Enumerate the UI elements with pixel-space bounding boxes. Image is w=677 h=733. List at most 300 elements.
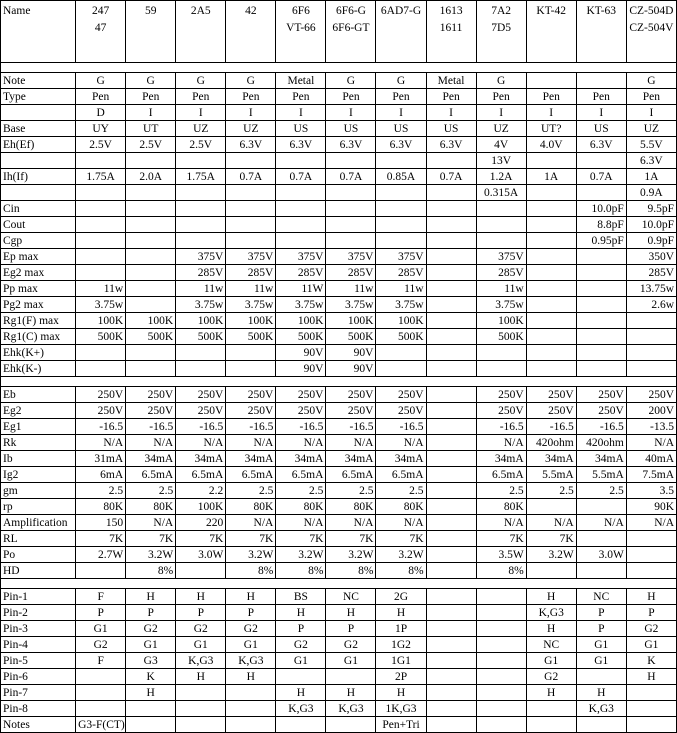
table-cell: NC: [526, 637, 576, 653]
table-cell: 4.0V: [526, 137, 576, 153]
table-cell: 7K: [376, 531, 426, 547]
table-cell: Pen: [76, 89, 126, 105]
table-cell: 7K: [126, 531, 176, 547]
table-cell: -16.5: [76, 419, 126, 435]
table-row: [1, 499, 677, 515]
table-cell: 2.5: [376, 483, 426, 499]
table-cell: K,G3: [276, 701, 326, 717]
table-cell: -13.5: [626, 419, 676, 435]
table-cell: G: [76, 73, 126, 89]
table-cell: [476, 217, 526, 233]
table-cell: [526, 153, 576, 169]
table-cell: 80K: [126, 499, 176, 515]
table-cell: [576, 185, 626, 201]
table-cell: [526, 701, 576, 717]
tube-header: [576, 1, 626, 63]
table-cell: [426, 653, 476, 669]
table-cell: [176, 185, 226, 201]
table-cell: [526, 185, 576, 201]
table-cell: I: [376, 105, 426, 121]
table-cell: [526, 345, 576, 361]
table-cell: N/A: [576, 515, 626, 531]
table-cell: [626, 313, 676, 329]
table-cell: G: [376, 73, 426, 89]
table-cell: UZ: [226, 121, 276, 137]
tube-name: 2A5: [190, 5, 211, 17]
table-cell: [476, 201, 526, 217]
table-cell: 7K: [226, 531, 276, 547]
table-cell: 8%: [376, 563, 426, 579]
row-label: Cin: [1, 201, 76, 217]
table-cell: [276, 233, 326, 249]
table-cell: US: [276, 121, 326, 137]
table-cell: K,G3: [326, 701, 376, 717]
table-cell: 1G1: [376, 653, 426, 669]
table-cell: 5.5V: [626, 137, 676, 153]
table-cell: 3.5: [626, 483, 676, 499]
row-label: Rg1(F) max: [1, 313, 76, 329]
separator-cell: [1, 63, 677, 73]
table-cell: [626, 563, 676, 579]
table-cell: [376, 201, 426, 217]
table-cell: 0.315A: [476, 185, 526, 201]
table-cell: 6.5mA: [176, 467, 226, 483]
table-cell: [576, 73, 626, 89]
table-cell: [576, 265, 626, 281]
row-label: [1, 105, 76, 121]
table-cell: I: [126, 105, 176, 121]
table-cell: H: [126, 589, 176, 605]
row-label: gm: [1, 483, 76, 499]
table-cell: N/A: [326, 515, 376, 531]
table-cell: [76, 201, 126, 217]
table-cell: [126, 249, 176, 265]
table-cell: Pen: [626, 89, 676, 105]
table-row: [1, 297, 677, 313]
table-cell: 500K: [176, 329, 226, 345]
table-cell: [376, 185, 426, 201]
tube-name: 6F6-GT: [332, 22, 370, 34]
table-cell: G: [326, 73, 376, 89]
table-cell: 2.5: [526, 483, 576, 499]
table-cell: 285V: [176, 265, 226, 281]
table-cell: 3.75w: [76, 297, 126, 313]
table-cell: -16.5: [326, 419, 376, 435]
table-cell: 100K: [176, 313, 226, 329]
table-cell: [626, 345, 676, 361]
table-cell: G1: [126, 637, 176, 653]
table-cell: G: [176, 73, 226, 89]
table-row: [1, 403, 677, 419]
table-cell: G1: [176, 637, 226, 653]
table-cell: H: [276, 605, 326, 621]
table-row: [1, 361, 677, 377]
table-cell: 3.5W: [476, 547, 526, 563]
table-cell: I: [576, 105, 626, 121]
table-cell: [326, 717, 376, 733]
table-cell: I: [476, 105, 526, 121]
table-cell: 8%: [476, 563, 526, 579]
table-cell: 11w: [476, 281, 526, 297]
tube-name: [378, 20, 423, 37]
table-cell: [576, 531, 626, 547]
table-cell: 2.5V: [126, 137, 176, 153]
row-label: Pg2 max: [1, 297, 76, 313]
table-cell: 500K: [226, 329, 276, 345]
table-cell: [576, 329, 626, 345]
table-row: [1, 547, 677, 563]
table-cell: [326, 233, 376, 249]
table-cell: [126, 717, 176, 733]
table-cell: H: [176, 589, 226, 605]
table-cell: [626, 361, 676, 377]
table-cell: P: [76, 605, 126, 621]
table-cell: H: [526, 621, 576, 637]
row-label: rp: [1, 499, 76, 515]
tube-name: CZ-504V: [629, 22, 674, 34]
table-cell: 2.5: [226, 483, 276, 499]
table-cell: [526, 329, 576, 345]
table-cell: G1: [576, 637, 626, 653]
table-cell: I: [226, 105, 276, 121]
table-cell: [476, 233, 526, 249]
table-cell: I: [276, 105, 326, 121]
table-cell: [76, 701, 126, 717]
row-label: Pin-3: [1, 621, 76, 637]
table-cell: 100K: [326, 313, 376, 329]
table-cell: [526, 73, 576, 89]
table-cell: [526, 201, 576, 217]
table-cell: 250V: [76, 387, 126, 403]
table-cell: 350V: [626, 249, 676, 265]
table-cell: 250V: [476, 387, 526, 403]
table-cell: -16.5: [476, 419, 526, 435]
table-cell: [426, 361, 476, 377]
table-cell: G1: [576, 653, 626, 669]
table-cell: G: [626, 73, 676, 89]
table-cell: Pen: [326, 89, 376, 105]
table-cell: [226, 717, 276, 733]
table-cell: 100K: [476, 313, 526, 329]
table-cell: G: [476, 73, 526, 89]
table-cell: 2.5: [326, 483, 376, 499]
table-row: [1, 589, 677, 605]
table-cell: 250V: [526, 403, 576, 419]
table-cell: 3.75w: [376, 297, 426, 313]
table-cell: [576, 313, 626, 329]
table-cell: Pen: [376, 89, 426, 105]
table-cell: [576, 281, 626, 297]
table-cell: 8%: [276, 563, 326, 579]
table-cell: [426, 605, 476, 621]
table-cell: N/A: [176, 435, 226, 451]
table-cell: UT: [126, 121, 176, 137]
table-cell: 100K: [76, 313, 126, 329]
table-cell: [426, 265, 476, 281]
table-cell: N/A: [376, 435, 426, 451]
table-cell: 1K,G3: [376, 701, 426, 717]
table-cell: [426, 589, 476, 605]
table-cell: 500K: [76, 329, 126, 345]
table-cell: [576, 563, 626, 579]
table-cell: [526, 281, 576, 297]
table-cell: [126, 361, 176, 377]
table-cell: N/A: [276, 435, 326, 451]
table-cell: 0.7A: [326, 169, 376, 185]
table-cell: 8%: [326, 563, 376, 579]
table-cell: N/A: [76, 435, 126, 451]
table-cell: 150: [76, 515, 126, 531]
table-cell: [76, 233, 126, 249]
table-cell: [326, 185, 376, 201]
table-cell: 285V: [276, 265, 326, 281]
header-row: [1, 1, 677, 63]
table-cell: 34mA: [376, 451, 426, 467]
table-cell: 100K: [176, 499, 226, 515]
table-cell: [426, 217, 476, 233]
tube-name: 7D5: [491, 22, 512, 34]
table-cell: UZ: [176, 121, 226, 137]
table-row: [1, 605, 677, 621]
table-cell: 3.75w: [276, 297, 326, 313]
tube-header: [326, 1, 376, 63]
table-cell: H: [626, 669, 676, 685]
table-cell: [576, 717, 626, 733]
row-label: Eg2: [1, 403, 76, 419]
tube-name: [579, 20, 624, 37]
table-cell: [426, 201, 476, 217]
table-cell: 4V: [476, 137, 526, 153]
table-cell: 250V: [126, 403, 176, 419]
table-cell: 3.2W: [226, 547, 276, 563]
table-cell: 250V: [576, 387, 626, 403]
table-cell: 90K: [626, 499, 676, 515]
row-label: Ep max: [1, 249, 76, 265]
table-cell: N/A: [276, 515, 326, 531]
table-cell: 13V: [476, 153, 526, 169]
table-cell: 80K: [76, 499, 126, 515]
table-row: [1, 169, 677, 185]
table-cell: H: [526, 685, 576, 701]
table-row: [1, 313, 677, 329]
tube-name: CZ-504D: [629, 5, 674, 17]
table-cell: G: [126, 73, 176, 89]
table-cell: 8.8pF: [576, 217, 626, 233]
table-cell: [576, 249, 626, 265]
table-cell: UZ: [626, 121, 676, 137]
table-cell: 220: [176, 515, 226, 531]
table-cell: [426, 249, 476, 265]
table-cell: [176, 563, 226, 579]
table-cell: 0.9A: [626, 185, 676, 201]
table-cell: 2.0A: [126, 169, 176, 185]
table-cell: 9.5pF: [626, 201, 676, 217]
table-cell: [526, 233, 576, 249]
table-cell: 3.75w: [476, 297, 526, 313]
row-label: Eg2 max: [1, 265, 76, 281]
table-cell: US: [576, 121, 626, 137]
table-cell: 250V: [576, 403, 626, 419]
table-row: [1, 105, 677, 121]
row-label: Pin-2: [1, 605, 76, 621]
table-cell: [426, 435, 476, 451]
table-cell: N/A: [376, 515, 426, 531]
table-cell: [126, 233, 176, 249]
table-cell: [426, 515, 476, 531]
table-cell: [176, 233, 226, 249]
table-cell: 3.2W: [326, 547, 376, 563]
table-cell: 250V: [326, 387, 376, 403]
table-cell: [426, 403, 476, 419]
table-cell: [276, 669, 326, 685]
table-cell: 1P: [376, 621, 426, 637]
table-cell: [76, 563, 126, 579]
table-cell: [76, 153, 126, 169]
table-cell: N/A: [626, 435, 676, 451]
table-cell: 80K: [376, 499, 426, 515]
table-cell: K,G3: [226, 653, 276, 669]
table-cell: 500K: [126, 329, 176, 345]
table-cell: 3.2W: [526, 547, 576, 563]
table-cell: 0.7A: [276, 169, 326, 185]
tube-header: [126, 1, 176, 63]
table-cell: 1A: [626, 169, 676, 185]
table-cell: 2G: [376, 589, 426, 605]
table-cell: [476, 653, 526, 669]
table-cell: 80K: [276, 499, 326, 515]
table-cell: -16.5: [126, 419, 176, 435]
table-row: [1, 467, 677, 483]
table-cell: 250V: [226, 403, 276, 419]
row-label: Pin-8: [1, 701, 76, 717]
tube-name: [128, 20, 173, 37]
row-label: [1, 153, 76, 169]
table-cell: [126, 265, 176, 281]
table-cell: [176, 201, 226, 217]
table-cell: [476, 685, 526, 701]
table-cell: P: [176, 605, 226, 621]
table-cell: [226, 201, 276, 217]
table-cell: 5.5mA: [576, 467, 626, 483]
table-cell: P: [126, 605, 176, 621]
table-cell: Pen+Tri: [376, 717, 426, 733]
table-cell: [526, 361, 576, 377]
table-cell: 90V: [326, 361, 376, 377]
table-cell: [626, 717, 676, 733]
row-label: Rg1(C) max: [1, 329, 76, 345]
table-cell: [426, 531, 476, 547]
table-row: [1, 701, 677, 717]
table-cell: 100K: [376, 313, 426, 329]
table-cell: [626, 701, 676, 717]
table-cell: [526, 249, 576, 265]
table-cell: 11W: [276, 281, 326, 297]
table-cell: 2.5: [476, 483, 526, 499]
table-cell: 34mA: [476, 451, 526, 467]
row-label: Note: [1, 73, 76, 89]
table-cell: G2: [76, 637, 126, 653]
table-row: [1, 621, 677, 637]
table-cell: [526, 217, 576, 233]
row-label: Pin-1: [1, 589, 76, 605]
table-cell: [176, 361, 226, 377]
tube-header: [626, 1, 676, 63]
tube-name: 1611: [439, 22, 463, 34]
table-cell: 3.2W: [126, 547, 176, 563]
row-label: Po: [1, 547, 76, 563]
table-cell: [426, 685, 476, 701]
table-cell: G2: [226, 621, 276, 637]
table-cell: 7K: [176, 531, 226, 547]
table-cell: G2: [326, 637, 376, 653]
table-row: [1, 217, 677, 233]
tube-name: 247: [92, 5, 110, 17]
table-cell: 3.75w: [176, 297, 226, 313]
table-cell: 500K: [326, 329, 376, 345]
table-cell: [476, 637, 526, 653]
table-cell: 100K: [226, 313, 276, 329]
table-cell: [326, 669, 376, 685]
table-cell: 250V: [126, 387, 176, 403]
table-cell: H: [226, 669, 276, 685]
table-cell: [76, 217, 126, 233]
table-row: [1, 669, 677, 685]
table-cell: 250V: [226, 387, 276, 403]
table-row: [1, 153, 677, 169]
table-cell: [426, 563, 476, 579]
table-cell: P: [626, 605, 676, 621]
table-cell: [76, 265, 126, 281]
table-cell: 1A: [526, 169, 576, 185]
table-cell: [626, 547, 676, 563]
table-cell: [326, 217, 376, 233]
tube-header: [476, 1, 526, 63]
table-cell: H: [376, 685, 426, 701]
table-row: [1, 137, 677, 153]
table-row: [1, 249, 677, 265]
table-cell: 34mA: [526, 451, 576, 467]
table-cell: 0.7A: [426, 169, 476, 185]
table-cell: [476, 717, 526, 733]
table-cell: 90V: [326, 345, 376, 361]
tube-name: 7A2: [491, 5, 512, 17]
table-cell: [426, 387, 476, 403]
table-row: [1, 563, 677, 579]
row-label: Type: [1, 89, 76, 105]
table-cell: [126, 281, 176, 297]
table-cell: [276, 201, 326, 217]
table-cell: [476, 605, 526, 621]
tube-name: 6AD7-G: [380, 5, 422, 17]
table-row: [1, 201, 677, 217]
row-label: Ehk(K-): [1, 361, 76, 377]
table-cell: 1.2A: [476, 169, 526, 185]
table-cell: [76, 685, 126, 701]
table-row: [1, 265, 677, 281]
tube-header: [76, 1, 126, 63]
row-label: Eb: [1, 387, 76, 403]
table-cell: Pen: [226, 89, 276, 105]
table-cell: G: [226, 73, 276, 89]
table-cell: [526, 265, 576, 281]
table-cell: 80K: [476, 499, 526, 515]
table-cell: 250V: [176, 387, 226, 403]
table-cell: 10.0pF: [626, 217, 676, 233]
table-cell: [476, 621, 526, 637]
table-cell: [176, 717, 226, 733]
table-cell: [426, 419, 476, 435]
table-cell: [626, 329, 676, 345]
